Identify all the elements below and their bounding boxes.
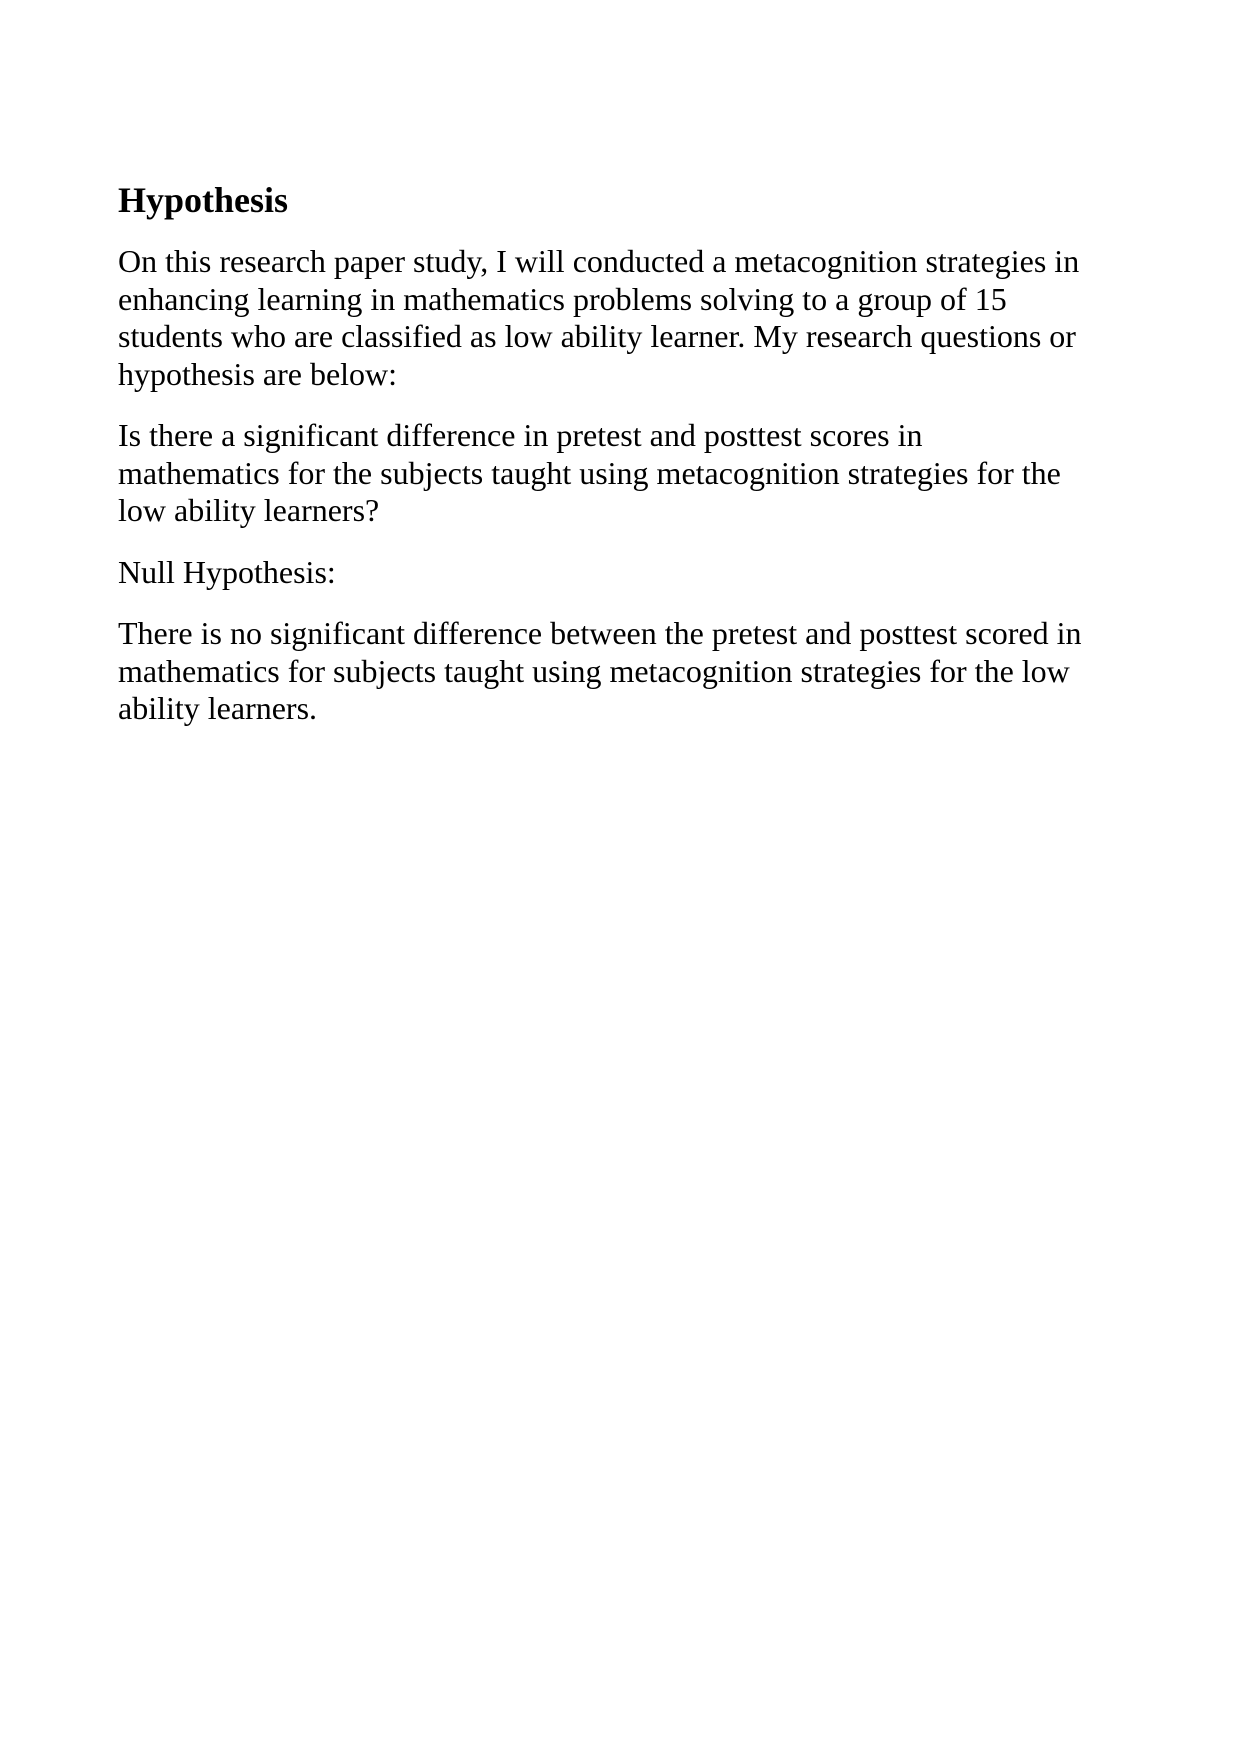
text-line: Null Hypothesis: xyxy=(118,553,336,590)
text-line: enhancing learning in mathematics problems solving to a group of 15 xyxy=(118,280,1007,317)
text-line: mathematics for the subjects taught using metacognition strategies for the xyxy=(118,454,1061,491)
text-line: On this research paper study, I will conducted a metacognition strategies in xyxy=(118,243,1080,279)
text-line: students who are classified as low ability learner. My research questions or xyxy=(118,318,1076,354)
text-line: low ability learners? xyxy=(118,492,380,528)
research-question-paragraph xyxy=(118,417,1128,530)
text-line: Is there a significant difference in pretest and posttest scores in xyxy=(118,417,923,453)
text-line: hypothesis are below: xyxy=(118,355,398,392)
document-body xyxy=(118,178,1128,752)
text-line: There is no significant difference between the pretest and posttest scored in xyxy=(118,615,1082,651)
text-line: ability learners. xyxy=(118,690,318,726)
null-hypothesis-label xyxy=(118,554,1128,592)
text-line: mathematics for subjects taught using metacognition strategies for the low xyxy=(118,652,1070,689)
null-hypothesis-paragraph xyxy=(118,615,1128,728)
section-heading: Hypothesis xyxy=(118,180,289,220)
intro-paragraph xyxy=(118,243,1128,393)
